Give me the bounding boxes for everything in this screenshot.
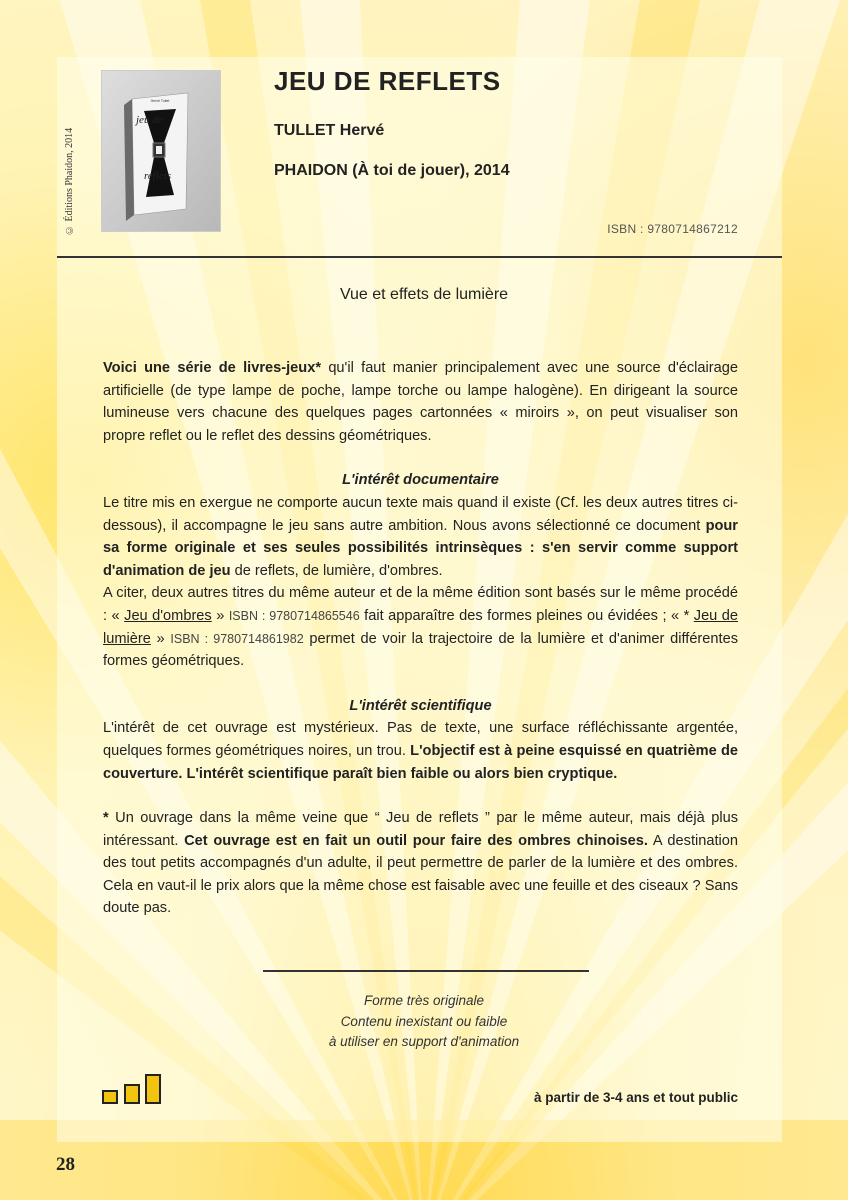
header-divider xyxy=(57,256,782,258)
book-author: TULLET Hervé xyxy=(274,122,385,139)
doc-paragraph-2: A citer, deux autres titres du même auteur et de la même édition sont basés sur le même procédé : « Jeu d'ombres » ISBN : 9780714865546 fait apparaître des formes pleines ou évidées ; « * Jeu de lumière » ISBN : 9780714861982 permet de voir la trajectoire de la lumière et d'animer différentes formes géométriques. xyxy=(103,585,739,670)
verdict-line-3: à utiliser en support d'animation xyxy=(328,1034,520,1049)
book-isbn: ISBN : 9780714867212 xyxy=(607,222,738,236)
intro-bold: Voici une série de livres-jeux* xyxy=(103,360,321,376)
page-number: 28 xyxy=(56,1154,75,1175)
rating-bar-2 xyxy=(124,1084,140,1104)
doc-paragraph-1: Le titre mis en exergue ne comporte aucun texte mais quand il existe (Cf. les deux autres titres ci-dessous), il accompagne le jeu sans autre ambition. Nous avons sélectionné ce document pour sa forme originale et ses seules possibilités intrinsèques : s'en servir comme support d'animation de jeu de reflets, de lumière, d'ombres. xyxy=(103,494,738,579)
cover-author: Hervé Tullet xyxy=(150,99,170,103)
rating-bar-1 xyxy=(102,1090,118,1104)
verdict-divider xyxy=(263,970,589,972)
cover-title-top: jeu de xyxy=(136,114,163,126)
book-publisher: PHAIDON (À toi de jouer), 2014 xyxy=(274,162,510,179)
cover-title-bottom: reflets xyxy=(144,170,172,182)
book-title: JEU DE REFLETS xyxy=(274,66,501,96)
rating-bars-icon xyxy=(102,1074,162,1104)
footnote-paragraph: * Un ouvrage dans la même veine que “ Jeu de reflets ” par le même auteur, mais déjà plus intéressant. Cet ouvrage est en fait un outil pour faire des ombres chinoises. A destination des tout petits accompagnés d'un adulte, il peut permettre de parler de la lumière et des ombres. Cela en vaut-il le prix alors que la même chose est faisable avec une feuille et des ciseaux ? Sans doute pas. xyxy=(103,810,739,917)
photo-credit: © Éditions Phaidon, 2014 xyxy=(64,127,75,235)
verdict-block xyxy=(0,991,848,1053)
review-body xyxy=(103,357,738,920)
doc-heading: L'intérêt documentaire xyxy=(342,472,499,489)
age-range: à partir de 3-4 ans et tout public xyxy=(533,1090,738,1105)
link-jeu-ombres[interactable]: Jeu d'ombres xyxy=(124,607,212,624)
rating-bar-3 xyxy=(145,1074,161,1104)
verdict-line-1: Forme très originale xyxy=(363,993,485,1008)
sci-heading: L'intérêt scientifique xyxy=(349,697,492,714)
intro-paragraph xyxy=(103,357,738,447)
sci-paragraph: L'intérêt de cet ouvrage est mystérieux. Pas de texte, une surface réfléchissante argentée, quelques formes géométriques noires, un trou. L'objectif est à peine esquissé en quatrième de couverture. L'intérêt scientifique paraît bien faible ou alors bien cryptique. xyxy=(103,720,738,782)
verdict-line-2: Contenu inexistant ou faible xyxy=(340,1013,508,1029)
intro-text: qu'il faut manier principalement avec une source d'éclairage artificielle (de type lampe de poche, lampe torche ou lampe halogène). En dirigeant la source lumineuse vers chacune des quelques pages cartonnées « miroirs », on peut visualiser son propre reflet ou le reflet des dessins géométriques. xyxy=(103,360,738,444)
section-subtitle: Vue et effets de lumière xyxy=(339,286,509,303)
book-cover-image xyxy=(102,71,220,231)
isbn-jeu-ombres: ISBN : 9780714865546 xyxy=(228,608,360,623)
isbn-jeu-lumiere: ISBN : 9780714861982 xyxy=(170,631,304,646)
link-jeu-lumiere[interactable]: Jeu de lumière xyxy=(103,607,739,647)
